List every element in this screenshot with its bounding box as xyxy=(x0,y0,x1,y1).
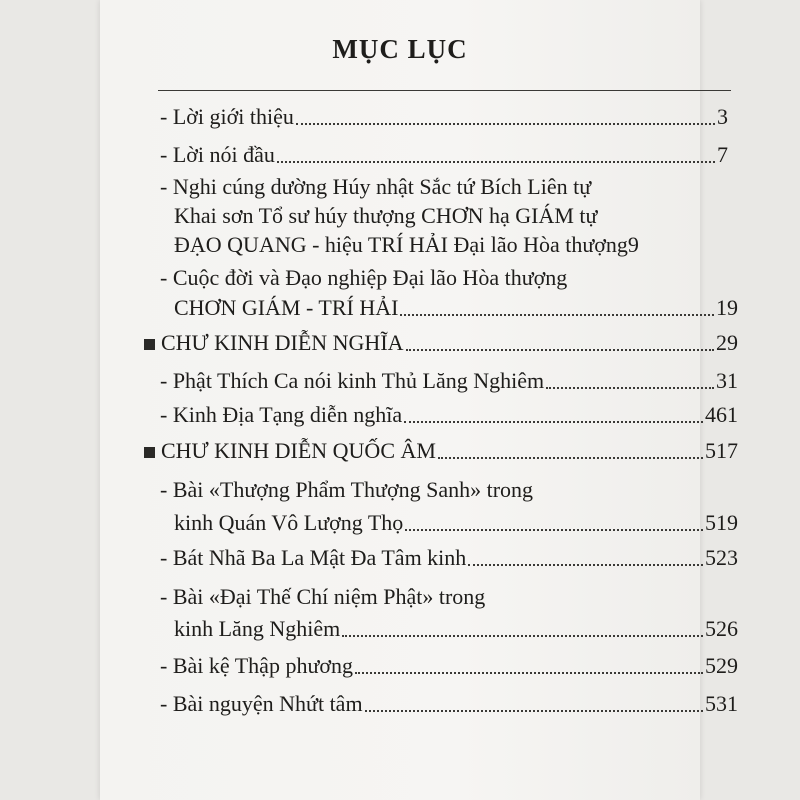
toc-page-number: 7 xyxy=(717,142,728,167)
toc-page-number: 31 xyxy=(716,368,738,393)
toc-entry-title: CHƠN GIÁM - TRÍ HẢI xyxy=(174,295,399,320)
toc-page-number: 29 xyxy=(716,330,738,355)
dot-leader xyxy=(405,528,703,531)
toc-page-number: 3 xyxy=(717,104,728,129)
toc-entry-title: - Bài «Thượng Phẩm Thượng Sanh» trong xyxy=(160,477,534,502)
dot-leader xyxy=(546,386,714,389)
toc-entry-title: - Lời giới thiệu xyxy=(160,104,294,129)
dot-leader xyxy=(468,563,703,566)
toc-entry-title: kinh Quán Vô Lượng Thọ xyxy=(174,510,404,535)
toc-section-title: CHƯ KINH DIỄN NGHĨA xyxy=(161,330,404,355)
toc-entry-6 xyxy=(160,366,738,396)
toc-entry-4-line-1 xyxy=(160,263,728,293)
toc-entry-title: - Lời nói đầu xyxy=(160,142,275,167)
toc-entry-2 xyxy=(160,140,728,170)
toc-page-number: 523 xyxy=(705,545,738,570)
toc-entry-title: - Phật Thích Ca nói kinh Thủ Lăng Nghiêm xyxy=(160,368,545,393)
toc-page-number: 517 xyxy=(705,438,738,463)
toc-entry-title: - Bài «Đại Thế Chí niệm Phật» trong xyxy=(160,584,486,609)
dot-leader xyxy=(400,313,714,316)
toc-entry-4-line-2 xyxy=(174,293,738,323)
dot-leader xyxy=(277,160,715,163)
toc-entry-3-line-2 xyxy=(174,201,728,231)
toc-entry-3-line-1 xyxy=(160,172,728,202)
toc-page-number: 526 xyxy=(705,616,738,641)
toc-page-number: 519 xyxy=(705,510,738,535)
dot-leader xyxy=(365,709,703,712)
toc-entry-title: - Bài kệ Thập phương xyxy=(160,653,354,678)
toc-entry-10 xyxy=(160,543,738,573)
toc-page-number: 19 xyxy=(716,295,738,320)
toc-entry-title: - Kinh Địa Tạng diễn nghĩa xyxy=(160,402,403,427)
dot-leader xyxy=(355,671,703,674)
toc-section-title: CHƯ KINH DIỄN QUỐC ÂM xyxy=(161,438,436,463)
square-bullet-icon xyxy=(144,447,155,458)
toc-entry-7 xyxy=(160,400,738,430)
page-title: MỤC LỤC xyxy=(332,34,468,64)
toc-entry-3-line-3 xyxy=(174,230,740,260)
dot-leader xyxy=(404,420,703,423)
book-page xyxy=(100,0,738,800)
toc-entry-12 xyxy=(160,651,738,681)
toc-page-number: 461 xyxy=(705,402,738,427)
dot-leader xyxy=(438,456,703,459)
square-bullet-icon xyxy=(144,339,155,350)
toc-entry-9-line-1 xyxy=(160,475,738,505)
dot-leader xyxy=(296,122,715,125)
toc-entry-13 xyxy=(160,689,738,719)
toc-entry-11-line-2 xyxy=(174,614,738,644)
dot-leader xyxy=(406,348,714,351)
toc-page-number: 529 xyxy=(705,653,738,678)
toc-section-1 xyxy=(144,328,738,358)
toc-entry-title: kinh Lăng Nghiêm xyxy=(174,616,341,641)
toc-entry-11-line-1 xyxy=(160,582,738,612)
toc-entry-title: - Bát Nhã Ba La Mật Đa Tâm kinh xyxy=(160,545,467,570)
toc-entry-title: ĐẠO QUANG - hiệu TRÍ HẢI Đại lão Hòa thượng xyxy=(174,232,628,257)
toc-entry-title: - Nghi cúng dường Húy nhật Sắc tứ Bích Liên tự xyxy=(160,174,592,199)
toc-entry-title: - Cuộc đời và Đạo nghiệp Đại lão Hòa thượng xyxy=(160,265,568,290)
dot-leader xyxy=(342,634,703,637)
toc-section-2 xyxy=(144,436,738,466)
title-rule xyxy=(158,90,731,91)
toc-entry-title: - Bài nguyện Nhứt tâm xyxy=(160,691,363,716)
toc-page-number: 9 xyxy=(627,232,639,257)
toc-entry-1 xyxy=(160,102,728,132)
toc-entry-9-line-2 xyxy=(174,508,738,538)
toc-entry-title: Khai sơn Tổ sư húy thượng CHƠN hạ GIÁM tự xyxy=(174,203,598,228)
toc-page-number: 531 xyxy=(705,691,738,716)
